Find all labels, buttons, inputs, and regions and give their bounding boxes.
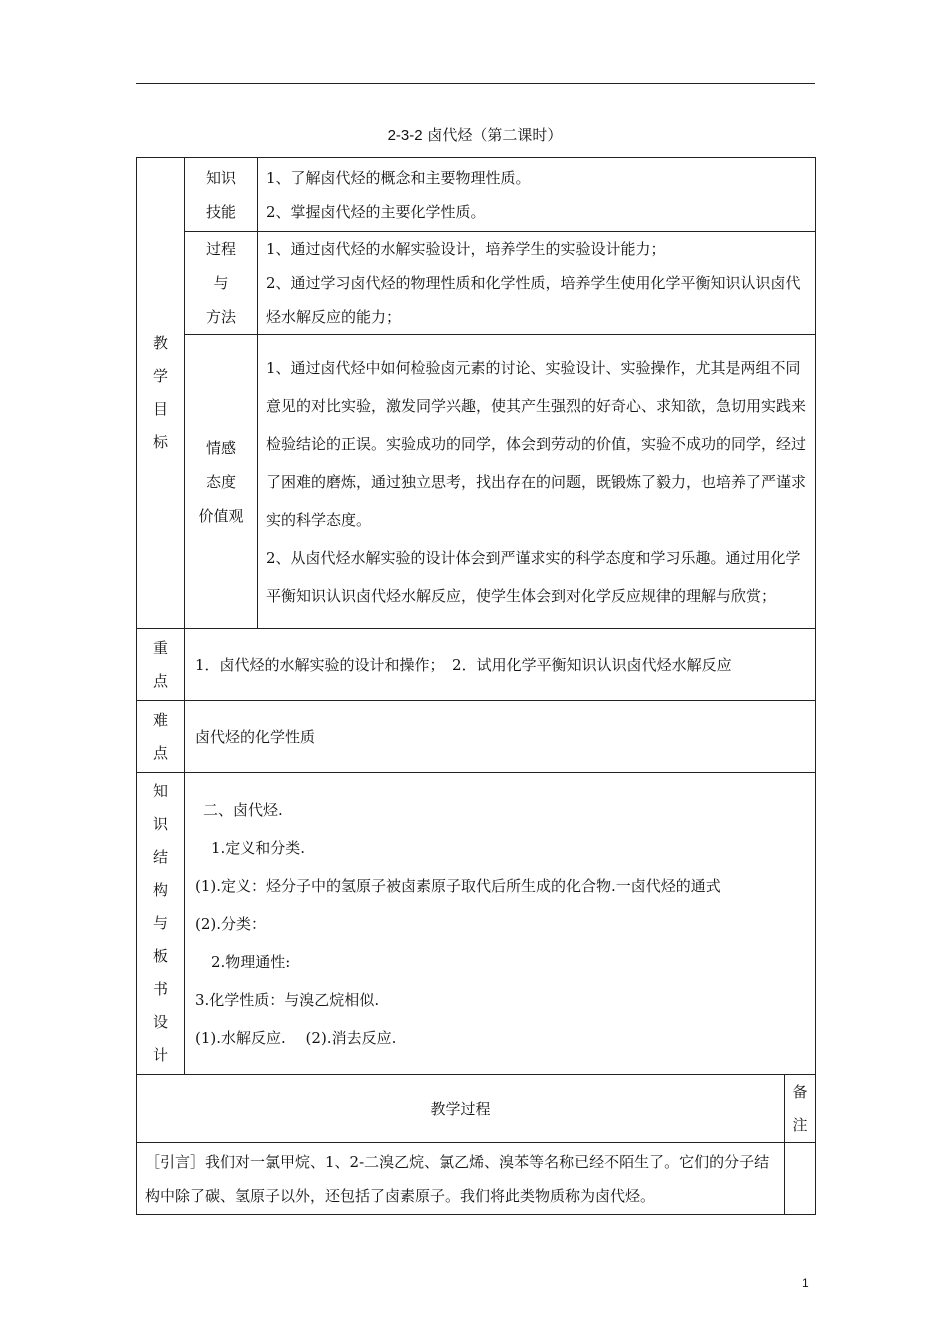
knowledge-label: 知识 技能 <box>185 158 258 232</box>
process-label: 过程 与 方法 <box>185 232 258 335</box>
knowledge-content: 1、了解卤代烃的概念和主要物理性质。 2、掌握卤代烃的主要化学性质。 <box>258 158 816 232</box>
key-points-label: 重 点 <box>137 629 185 701</box>
board-content: 二、卤代烃. 1.定义和分类. (1).定义：烃分子中的氢原子被卤素原子取代后所生成的化合物.一卤代烃的通式 (2).分类： 2.物理通性: 3.化学性质：与溴乙烷相似. (1).水解反应. (2).消去反应. <box>185 773 816 1075</box>
title-text: 卤代烃（第二课时） <box>427 126 563 144</box>
notes-heading: 备 注 <box>785 1075 816 1143</box>
emotion-content: 1、通过卤代烃中如何检验卤元素的讨论、实验设计、实验操作，尤其是两组不同意见的对比实验，激发同学兴趣，使其产生强烈的好奇心、求知欲，急切用实践来检验结论的正误。实验成功的同学，体会到劳动的价值，实验不成功的同学，经过了困难的磨炼，通过独立思考，找出存在的问题，既锻炼了毅力，也培养了严谨求实的科学态度。 2、从卤代烃水解实验的设计体会到严谨求实的科学态度和学习乐趣。通过用化学平衡知识认识卤代烃水解反应，使学生体会到对化学反应规律的理解与欣赏； <box>258 335 816 629</box>
title-number: 2-3-2 <box>387 127 423 144</box>
teaching-process-heading: 教学过程 <box>137 1075 785 1143</box>
intro-notes <box>785 1143 816 1215</box>
difficulties-label: 难 点 <box>137 701 185 773</box>
header-rule <box>136 83 815 84</box>
lesson-plan-table <box>136 157 816 1215</box>
page-number: 1 <box>802 1276 809 1290</box>
key-points-content: 1．卤代烃的水解实验的设计和操作； 2．试用化学平衡知识认识卤代烃水解反应 <box>185 629 816 701</box>
objectives-label: 教 学 目 标 <box>137 158 185 629</box>
page-title <box>0 124 950 145</box>
emotion-label: 情感 态度 价值观 <box>185 335 258 629</box>
board-label: 知 识 结 构 与 板 书 设 计 <box>137 773 185 1075</box>
intro-content: ［引言］我们对一氯甲烷、1、2-二溴乙烷、氯乙烯、溴苯等名称已经不陌生了。它们的分子结构中除了碳、氢原子以外，还包括了卤素原子。我们将此类物质称为卤代烃。 <box>137 1143 785 1215</box>
difficulties-content: 卤代烃的化学性质 <box>185 701 816 773</box>
process-content: 1、通过卤代烃的水解实验设计，培养学生的实验设计能力； 2、通过学习卤代烃的物理性质和化学性质，培养学生使用化学平衡知识认识卤代烃水解反应的能力； <box>258 232 816 335</box>
